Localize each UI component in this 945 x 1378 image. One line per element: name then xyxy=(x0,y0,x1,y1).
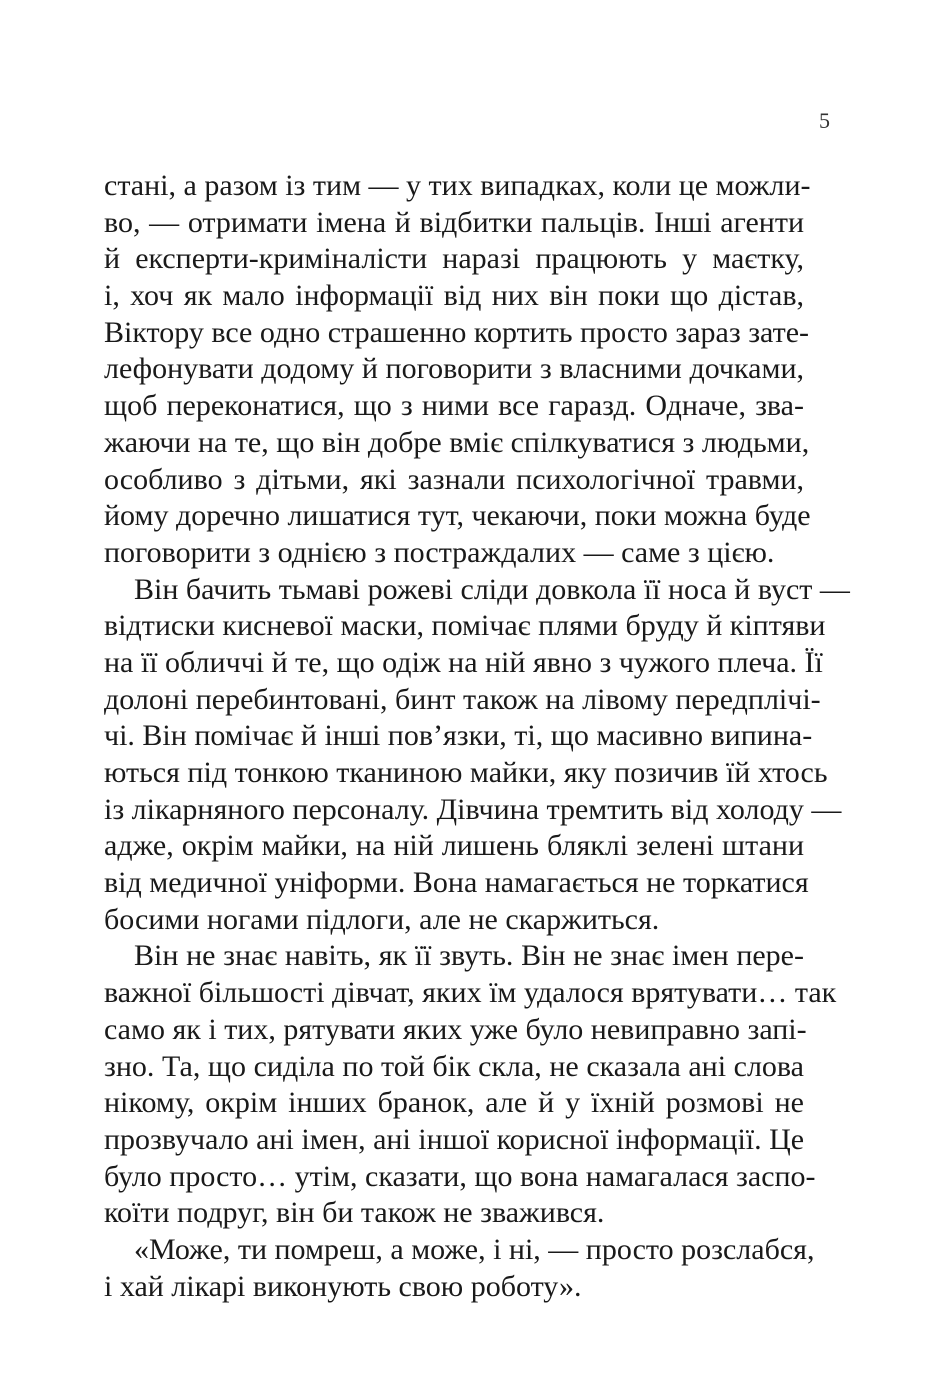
text-line: і хай лікарі виконують свою роботу». xyxy=(104,1269,582,1303)
text-line: Він не знає навіть, як її звуть. Він не знає імен пере- xyxy=(134,939,804,973)
text-line: зно. Та, що сиділа по той бік скла, не сказала ані слова xyxy=(104,1049,804,1083)
text-line: босими ногами підлоги, але не скаржиться. xyxy=(104,902,660,936)
text-line: адже, окрім майки, на ній лишень бляклі зелені штани xyxy=(104,829,804,863)
text-line: коїти подруг, він би також не зважився. xyxy=(104,1196,605,1230)
text-line: жаючи на те, що він добре вміє спілкуватися з людьми, xyxy=(104,425,810,459)
text-line: і, хоч як мало інформації від них він поки що дістав, xyxy=(104,279,804,313)
text-line: стані, а разом із тим — у тих випадках, коли це можли- xyxy=(104,169,811,202)
text-line: само як і тих, рятувати яких уже було невиправно запі- xyxy=(104,1012,807,1046)
text-line: на її обличчі й те, що одіж на ній явно з чужого плеча. Її xyxy=(104,645,823,679)
paragraph-3 xyxy=(104,938,837,1232)
text-line: Віктору все одно страшенно кортить просто зараз зате- xyxy=(104,315,809,349)
body-text xyxy=(104,168,850,1305)
paragraph-1 xyxy=(104,168,811,572)
text-line: особливо з дітьми, які зазнали психологічної травми, xyxy=(104,462,804,496)
paragraph-4 xyxy=(104,1232,815,1305)
text-line: йому доречно лишатися тут, чекаючи, поки можна буде xyxy=(104,499,811,533)
paragraph-2 xyxy=(104,572,850,939)
text-line: Він бачить тьмаві рожеві сліди довкола її носа й вуст — xyxy=(134,572,850,606)
text-line: во, — отримати імена й відбитки пальців. Інші агенти xyxy=(104,205,804,239)
text-line: було просто… утім, сказати, що вона намагалася заспо- xyxy=(104,1159,816,1193)
text-line: із лікарняного персоналу. Дівчина тремтить від холоду — xyxy=(104,792,842,826)
text-line: ються під тонкою тканиною майки, яку позичив їй хтось xyxy=(104,756,828,789)
text-line: «Може, ти помреш, а може, і ні, — просто розслабся, xyxy=(134,1232,815,1266)
text-line: відтиски кисневої маски, помічає плями бруду й кіптяви xyxy=(104,609,826,643)
text-line: поговорити з однією з постраждалих — саме з цією. xyxy=(104,535,775,569)
text-line: й експерти-криміналісти наразі працюють у маєтку, xyxy=(104,242,804,276)
text-line: від медичної уніформи. Вона намагається не торкатися xyxy=(104,866,809,900)
page-number: 5 xyxy=(819,108,830,133)
text-line: лефонувати додому й поговорити з власними дочками, xyxy=(104,352,804,386)
text-line: прозвучало ані імен, ані іншої корисної інформації. Це xyxy=(104,1122,805,1156)
text-line: чі. Він помічає й інші пов’язки, ті, що масивно випина- xyxy=(104,719,813,753)
text-line: нікому, окрім інших бранок, але й у їхній розмові не xyxy=(104,1086,804,1120)
text-line: щоб переконатися, що з ними все гаразд. Одначе, зва- xyxy=(104,389,804,423)
text-line: важної більшості дівчат, яких їм удалося врятувати… так xyxy=(104,976,837,1010)
text-line: долоні перебинтовані, бинт також на лівому передплічі- xyxy=(104,682,821,716)
